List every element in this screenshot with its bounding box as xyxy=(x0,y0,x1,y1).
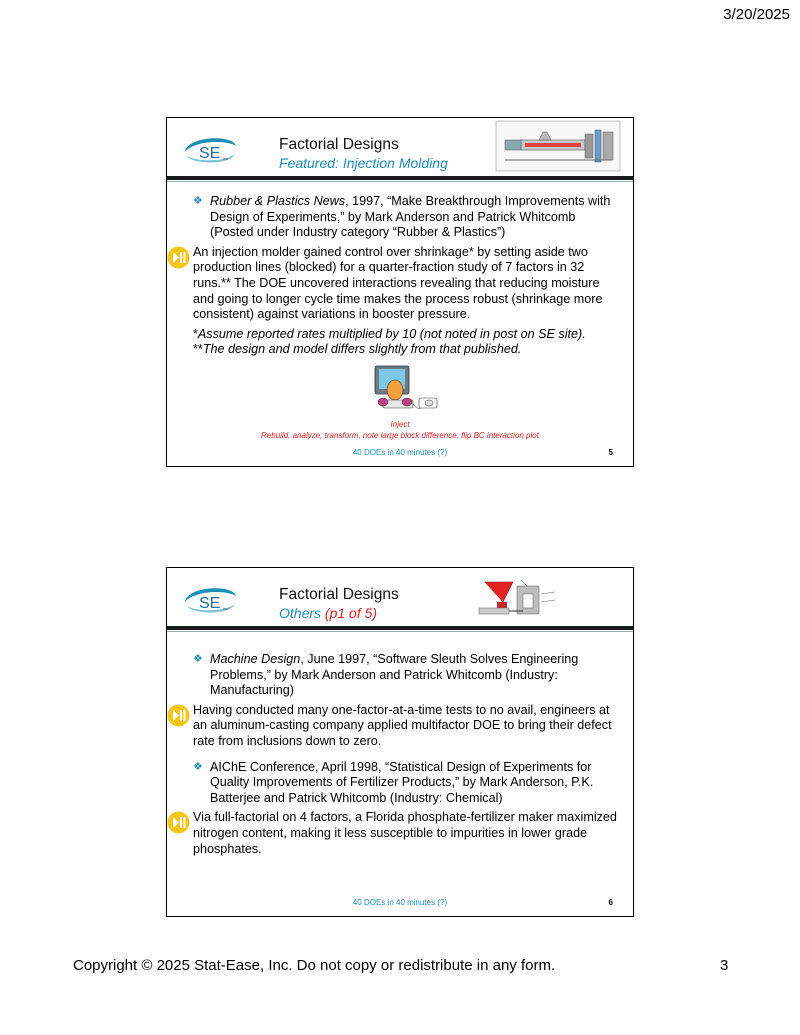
die-casting-diagram xyxy=(475,572,571,626)
case-paragraph-1 xyxy=(193,703,619,750)
reference-text: , June 1997, “Software Sleuth Solves Engineering Problems,” by Mark Anderson and Patrick Whitcomb (Industry: Manufacturing) xyxy=(210,652,579,698)
svg-text:inc: inc xyxy=(223,156,229,161)
slide-number: 6 xyxy=(608,898,613,907)
reference-text: AIChE Conference, April 1998, “Statistical Design of Experiments for Quality Improvements of Fertilizer Products,” by Mark Anderson, P.K. Batterjee and Patrick Whitcomb (Industry: Chemical) xyxy=(210,759,594,805)
case-paragraph-2 xyxy=(193,810,619,857)
play-pause-icon[interactable] xyxy=(167,811,190,834)
reference-bullet-1 xyxy=(193,652,619,699)
footnote-1: *Assume reported rates multiplied by 10 (not noted in post on SE site). xyxy=(193,326,586,341)
slide-content xyxy=(193,194,619,358)
page-number: 3 xyxy=(720,957,729,974)
play-pause-icon[interactable] xyxy=(167,246,190,269)
slide-number: 5 xyxy=(608,448,613,457)
injection-machine-diagram xyxy=(495,120,621,172)
diamond-bullet-icon: ❖ xyxy=(193,653,203,665)
action-label: Rebuild, analyze, transform, note large block difference, flip BC interaction plot xyxy=(261,431,539,440)
logo-text: SE xyxy=(199,145,221,162)
slide-6 xyxy=(166,567,634,917)
case-text: An injection molder gained control over shrinkage* by setting aside two production lines (blocked) for a quarter-fraction study of 7 factors in 32 runs.** The DOE uncovered interactions revealing that reducing moisture and going to longer cycle time makes the process robust (shrinkage more consistent) against variations in booster pressure. xyxy=(193,244,603,322)
slide-subtitle: Others (p1 of 5) xyxy=(279,605,378,621)
stat-ease-logo xyxy=(181,582,239,618)
reference-bullet xyxy=(193,194,619,241)
diamond-bullet-icon: ❖ xyxy=(193,760,203,773)
header-rule xyxy=(167,626,633,630)
slide-5 xyxy=(166,117,634,467)
reference-text: , 1997, “Make Breakthrough Improvements with Design of Experiments,” by Mark Anderson and Patrick Whitcomb (Posted under Industry category “Rubber & Plastics”) xyxy=(210,194,611,240)
slide-subtitle: Featured: Injection Molding xyxy=(279,155,448,171)
stat-ease-logo xyxy=(181,132,239,168)
slide-footer: 40 DOEs in 40 minutes (?) xyxy=(352,898,448,907)
slide-footer: 40 DOEs in 40 minutes (?) xyxy=(352,448,448,457)
presenter-at-computer-illustration xyxy=(371,364,443,416)
header-rule-thin xyxy=(167,631,633,632)
publication-name: Machine Design xyxy=(210,652,301,666)
svg-text:inc: inc xyxy=(223,606,229,611)
inject-label: Inject xyxy=(390,420,410,429)
slide-title: Factorial Designs xyxy=(279,586,399,603)
header-rule xyxy=(167,176,633,180)
footnote-2: **The design and model differs slightly from that published. xyxy=(193,342,522,357)
logo-text: SE xyxy=(199,595,221,612)
reference-bullet-2 xyxy=(193,760,619,807)
page-date: 3/20/2025 xyxy=(723,6,790,23)
publication-name: Rubber & Plastics News xyxy=(210,194,346,208)
copyright-footer: Copyright © 2025 Stat-Ease, Inc. Do not copy or redistribute in any form. xyxy=(73,957,556,974)
case-paragraph xyxy=(193,245,619,323)
slide-content xyxy=(193,652,619,861)
slide-title: Factorial Designs xyxy=(279,136,399,153)
header-rule-thin xyxy=(167,181,633,182)
diamond-bullet-icon: ❖ xyxy=(193,195,203,207)
case-text: Having conducted many one-factor-at-a-time tests to no avail, engineers at an aluminum-casting company applied multifactor DOE to bring their defect rate from inclusions down to zero. xyxy=(193,702,612,748)
play-pause-icon[interactable] xyxy=(167,704,190,727)
case-text: Via full-factorial on 4 factors, a Florida phosphate-fertilizer maker maximized nitrogen content, making it less susceptible to impurities in lower grade phosphates. xyxy=(193,810,617,856)
